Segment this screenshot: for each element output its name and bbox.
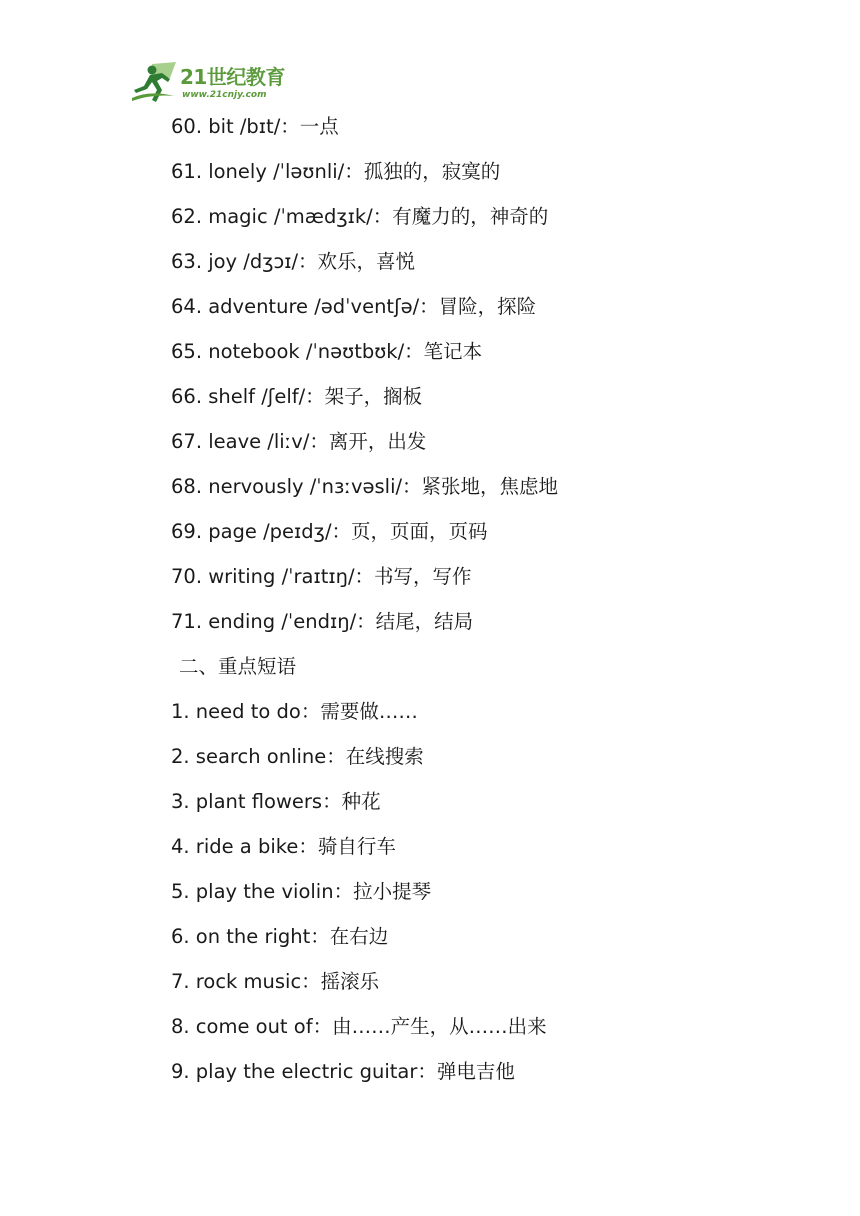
phrase-item: 2. search online：在线搜索 bbox=[171, 745, 424, 768]
phrase-item: 8. come out of：由……产生，从……出来 bbox=[171, 1015, 547, 1038]
vocab-item: 70. writing /ˈraɪtɪŋ/：书写，写作 bbox=[171, 565, 472, 588]
vocab-item: 66. shelf /ʃelf/：架子，搁板 bbox=[171, 385, 423, 408]
phrase-item: 6. on the right：在右边 bbox=[171, 925, 389, 948]
phrase-item: 9. play the electric guitar：弹电吉他 bbox=[171, 1060, 515, 1083]
logo-url: www.21cnjy.com bbox=[182, 90, 267, 100]
phrase-item: 3. plant flowers：种花 bbox=[171, 790, 381, 813]
logo-name: 21世纪教育 bbox=[180, 65, 285, 89]
vocab-item: 71. ending /ˈendɪŋ/：结尾，结局 bbox=[171, 610, 474, 633]
phrase-item: 1. need to do：需要做…… bbox=[171, 700, 418, 723]
section-heading: 二、重点短语 bbox=[179, 655, 297, 678]
vocab-item: 60. bit /bɪt/：一点 bbox=[171, 115, 339, 138]
vocab-item: 64. adventure /ədˈventʃə/：冒险，探险 bbox=[171, 295, 537, 318]
phrase-item: 4. ride a bike：骑自行车 bbox=[171, 835, 396, 858]
phrase-item: 5. play the violin：拉小提琴 bbox=[171, 880, 432, 903]
vocab-item: 62. magic /ˈmædʒɪk/：有魔力的，神奇的 bbox=[171, 205, 549, 228]
vocab-item: 69. page /peɪdʒ/：页，页面，页码 bbox=[171, 520, 488, 543]
vocab-item: 63. joy /dʒɔɪ/：欢乐，喜悦 bbox=[171, 250, 416, 273]
vocab-item: 68. nervously /ˈnɜːvəsli/：紧张地，焦虑地 bbox=[171, 475, 559, 498]
vocabulary-list bbox=[171, 108, 811, 1098]
site-logo bbox=[130, 60, 300, 106]
phrase-item: 7. rock music：摇滚乐 bbox=[171, 970, 380, 993]
vocab-item: 65. notebook /ˈnəʊtbʊk/：笔记本 bbox=[171, 340, 483, 363]
runner-logo-icon bbox=[130, 60, 180, 106]
vocab-item: 67. leave /liːv/：离开，出发 bbox=[171, 430, 427, 453]
vocab-item: 61. lonely /ˈləʊnli/：孤独的，寂寞的 bbox=[171, 160, 501, 183]
